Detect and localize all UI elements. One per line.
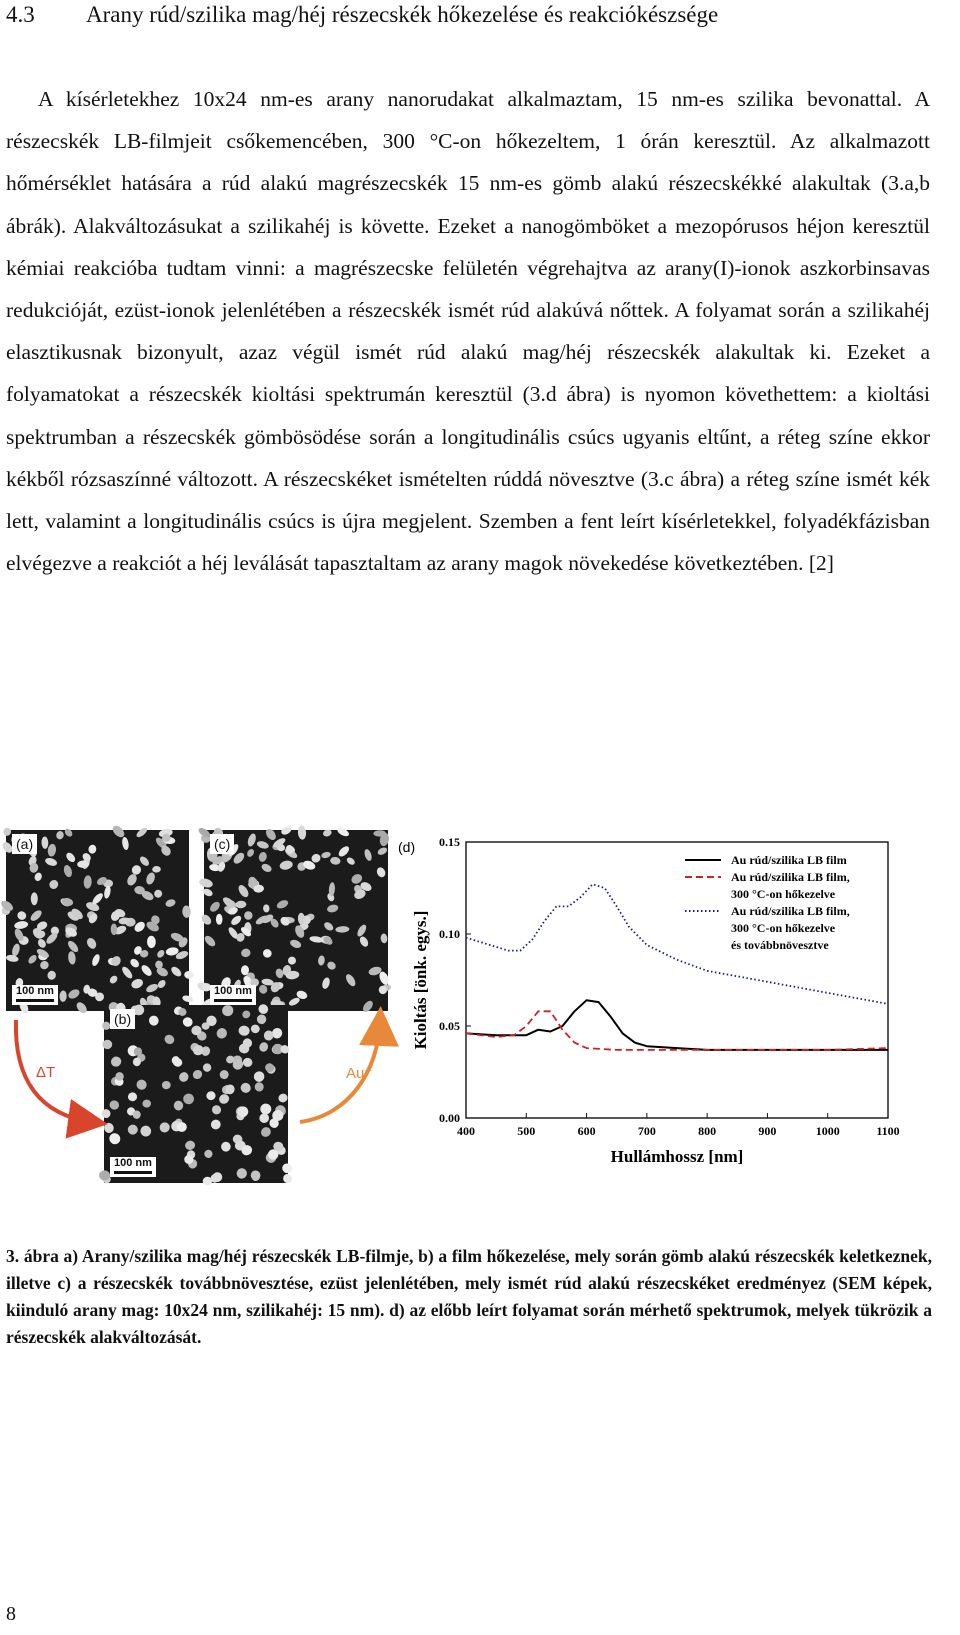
- x-tick-label: 900: [758, 1124, 777, 1138]
- scale-bar-label: 100 nm: [16, 985, 54, 997]
- section-number: 4.3: [6, 2, 35, 27]
- legend-label-1: Au rúd/szilika LB film: [731, 853, 847, 867]
- x-axis-label: Hullámhossz [nm]: [610, 1147, 744, 1166]
- y-axis-label: Kioltás [önk. egys.]: [411, 910, 430, 1050]
- series-line-2: [466, 1011, 888, 1050]
- page-number: 8: [6, 1603, 16, 1625]
- x-tick-label: 700: [637, 1124, 656, 1138]
- x-tick-label: 800: [698, 1124, 717, 1138]
- panel-label-a: (a): [12, 834, 37, 854]
- panel-label-c: (c): [210, 834, 234, 854]
- x-tick-label: 1100: [876, 1124, 900, 1138]
- x-tick-label: 1000: [815, 1124, 840, 1138]
- y-tick-label: 0.00: [439, 1111, 460, 1125]
- chart-svg: [398, 830, 960, 1230]
- scale-bar-label: 100 nm: [114, 1157, 152, 1169]
- x-tick-label: 600: [577, 1124, 596, 1138]
- series-line-1: [466, 1000, 888, 1050]
- figure-3: [0, 830, 960, 1230]
- body-paragraph: [6, 78, 930, 584]
- legend-label-3: Au rúd/szilika LB film, 300 °C-on hőkezelve és továbbnövesztve: [731, 904, 850, 952]
- scale-bar-label: 100 nm: [214, 985, 252, 997]
- paragraph-text: A kísérletekhez 10x24 nm-es arany nanorudakat alkalmaztam, 15 nm-es szilika bevonattal. A részecskék LB-filmjeit csőkemencében, 300 °C-on hőkezeltem, 1 órán keresztül. Az alkalmazott hőmérséklet hatására a rúd alakú magrészecskék 15 nm-es gömb alakú részecskékké alakultak (3.a,b ábrák). Alakváltozásukat a szilikahéj is követte. Ezeket a nanogömböket a mezopórusos héjon keresztül kémiai reakcióba tudtam vinni: a magrészecske felületén végrehajtva az arany(I)-ionok aszkorbinsavas redukcióját, ezüst-ionok jelenlétében a részecskék ismét rúd alakúvá nőttek. A folyamat során a szilikahéj elasztikusnak bizonyult, azaz végül ismét rúd alakú mag/héj részecskék alakultak ki. Ezeket a folyamatokat a részecskék kioltási spektrumán keresztül (3.d ábra) is nyomon követhettem: a kioltási spektrumban a részecskék gömbösödése során a longitudinális csúcs ugyanis eltűnt, a réteg színe ekkor kékből rózsaszínné változott. A részecskéket ismételten rúddá növesztve (3.c ábra) a réteg színe ismét kék lett, valamint a longitudinális csúcs is újra megjelent. Szemben a fent leírt kísérletekkel, folyadékfázisban elvégezve a reakciót a héj leválását tapasztaltam az arany magok növekedése következtében. [2]: [6, 87, 930, 576]
- panel-label-d: (d): [398, 839, 416, 855]
- section-heading: [6, 2, 718, 28]
- section-title: Arany rúd/szilika mag/héj részecskék hőkezelése és reakciókészsége: [86, 2, 719, 27]
- legend-label-2: Au rúd/szilika LB film, 300 °C-on hőkezelve: [731, 870, 850, 901]
- panel-label-b: (b): [110, 1009, 135, 1029]
- x-tick-label: 500: [517, 1124, 536, 1138]
- spectrum-chart: [398, 830, 960, 1230]
- arrow-label-growth: Au⁺: [346, 1065, 373, 1082]
- arrow-label-heat: ΔT: [36, 1064, 56, 1081]
- y-tick-label: 0.05: [439, 1019, 460, 1033]
- y-tick-label: 0.10: [439, 927, 460, 941]
- figure-caption: 3. ábra a) Arany/szilika mag/héj részecskék LB-filmje, b) a film hőkezelése, mely során gömb alakú részecskék keletkeznek, illetve c) a részecskék továbbnövesztése, ezüst jelenlétében, mely ismét rúd alakú részecskéket eredményez (SEM képek, kiinduló arany mag: 10x24 nm, szilikahéj: 15 nm). d) az előbb leírt folyamat során mérhető spektrumok, melyek tükrözik a részecskék alakváltozását.: [6, 1246, 932, 1347]
- process-arrows: [0, 830, 410, 1230]
- x-tick-label: 400: [457, 1124, 475, 1138]
- y-tick-label: 0.15: [439, 835, 460, 849]
